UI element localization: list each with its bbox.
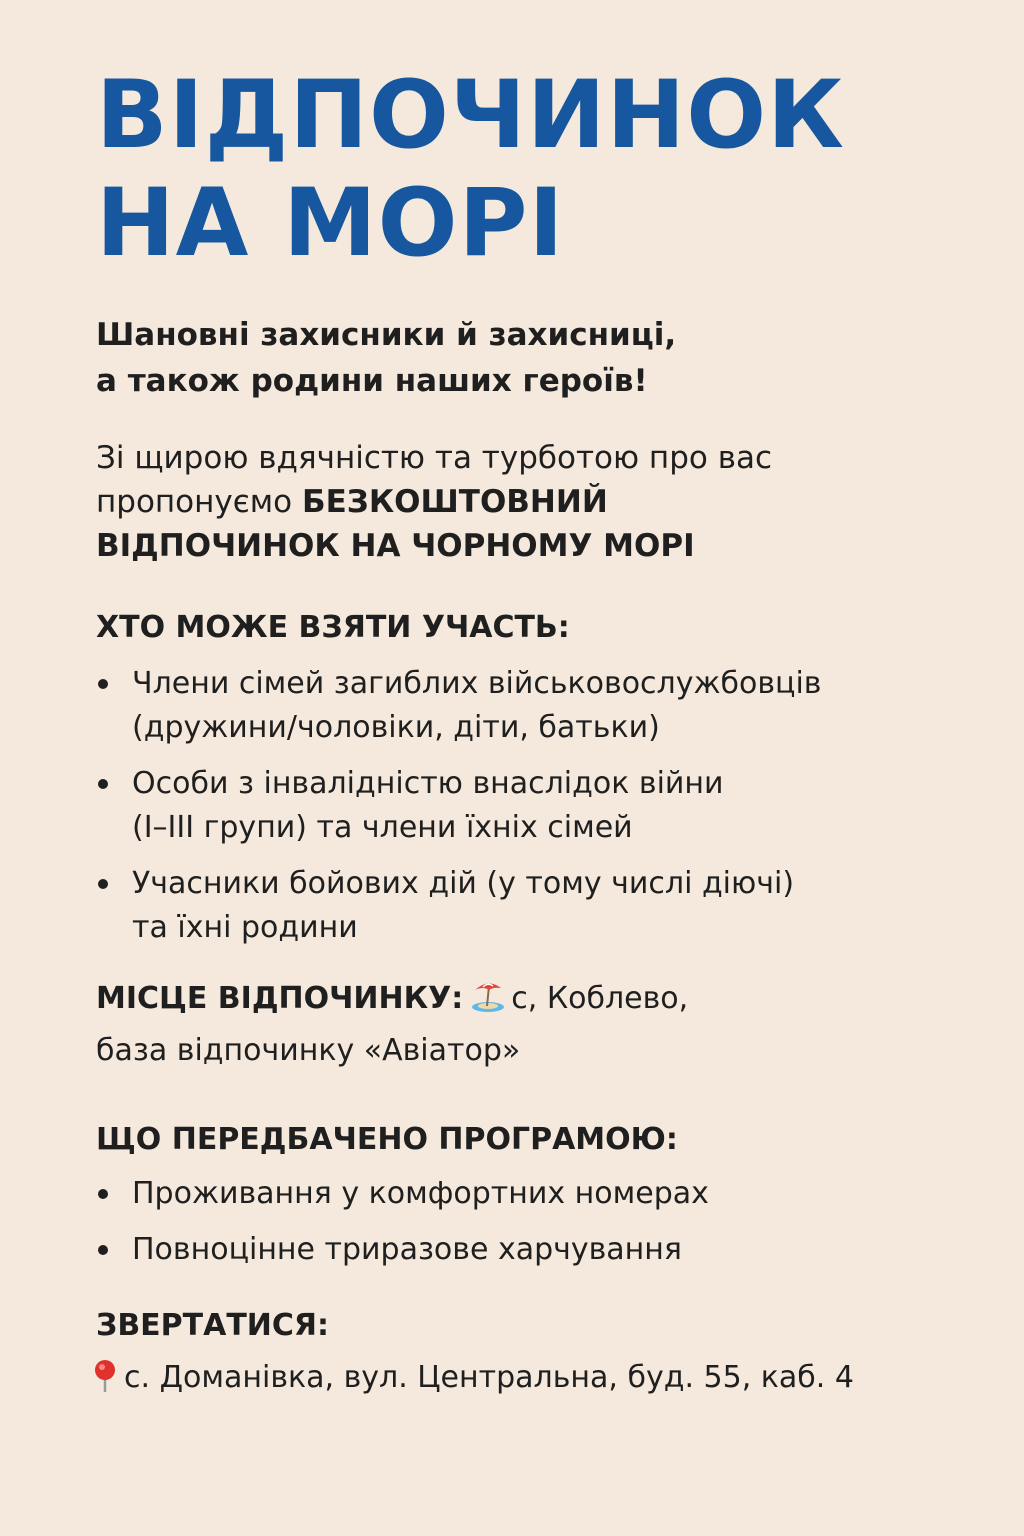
place-heading: МІСЦЕ ВІДПОЧИНКУ: (96, 981, 464, 1016)
greeting-line-1: Шановні захисники й захисниці, (96, 317, 677, 353)
bullet-icon (98, 679, 108, 689)
greeting (96, 312, 976, 404)
list-item-line-1: Учасники бойових дій (у тому числі діючі) (132, 866, 795, 901)
place-location: с, Коблево, (511, 981, 689, 1016)
list-item (96, 862, 976, 950)
who-list (96, 662, 976, 950)
title-line-1: ВІДПОЧИНОК (96, 61, 845, 170)
who-heading: ХТО МОЖЕ ВЗЯТИ УЧАСТЬ: (96, 610, 570, 645)
intro-line-2-bold: БЕЗКОШТОВНИЙ (301, 484, 608, 520)
page-title (96, 62, 976, 278)
title-line-2: НА МОРІ (96, 169, 565, 278)
list-item (96, 1172, 976, 1216)
contact-address: с. Доманівка, вул. Центральна, буд. 55, каб. 4 (124, 1360, 854, 1395)
program-heading: ЩО ПЕРЕДБАЧЕНО ПРОГРАМОЮ: (96, 1122, 678, 1157)
contact-heading: ЗВЕРТАТИСЯ: (96, 1308, 330, 1343)
list-item-line-1: Особи з інвалідністю внаслідок війни (132, 766, 724, 801)
greeting-line-2: а також родини наших героїв! (96, 363, 648, 399)
list-item-line-2: (І–ІІІ групи) та члени їхніх сімей (132, 810, 633, 845)
intro-text (96, 436, 976, 568)
list-item (96, 1228, 976, 1272)
bullet-icon (98, 879, 108, 889)
list-item-text: Повноцінне триразове харчування (132, 1232, 682, 1267)
place-line-2: база відпочинку «Авіатор» (96, 1033, 521, 1068)
place-section (96, 976, 976, 1074)
list-item (96, 762, 976, 850)
bullet-icon (98, 779, 108, 789)
program-list (96, 1172, 976, 1272)
beach-umbrella-icon (469, 978, 507, 1028)
intro-line-2-plain: пропонуємо (96, 484, 302, 520)
place-line-1 (96, 976, 976, 1028)
list-item-line-1: Члени сімей загиблих військовослужбовців (132, 666, 822, 701)
bullet-icon (98, 1245, 108, 1255)
list-item (96, 662, 976, 750)
bullet-icon (98, 1189, 108, 1199)
intro-line-3: ВІДПОЧИНОК НА ЧОРНОМУ МОРІ (96, 528, 695, 564)
list-item-text: Проживання у комфортних номерах (132, 1176, 709, 1211)
list-item-line-2: та їхні родини (132, 910, 358, 945)
flyer (96, 62, 976, 1406)
map-pin-icon (92, 1359, 118, 1406)
intro-line-1: Зі щирою вдячністю та турботою про вас (96, 440, 773, 476)
contact-address-line (96, 1356, 976, 1406)
list-item-line-2: (дружини/чоловіки, діти, батьки) (132, 710, 660, 745)
intro-line-2 (96, 480, 976, 524)
